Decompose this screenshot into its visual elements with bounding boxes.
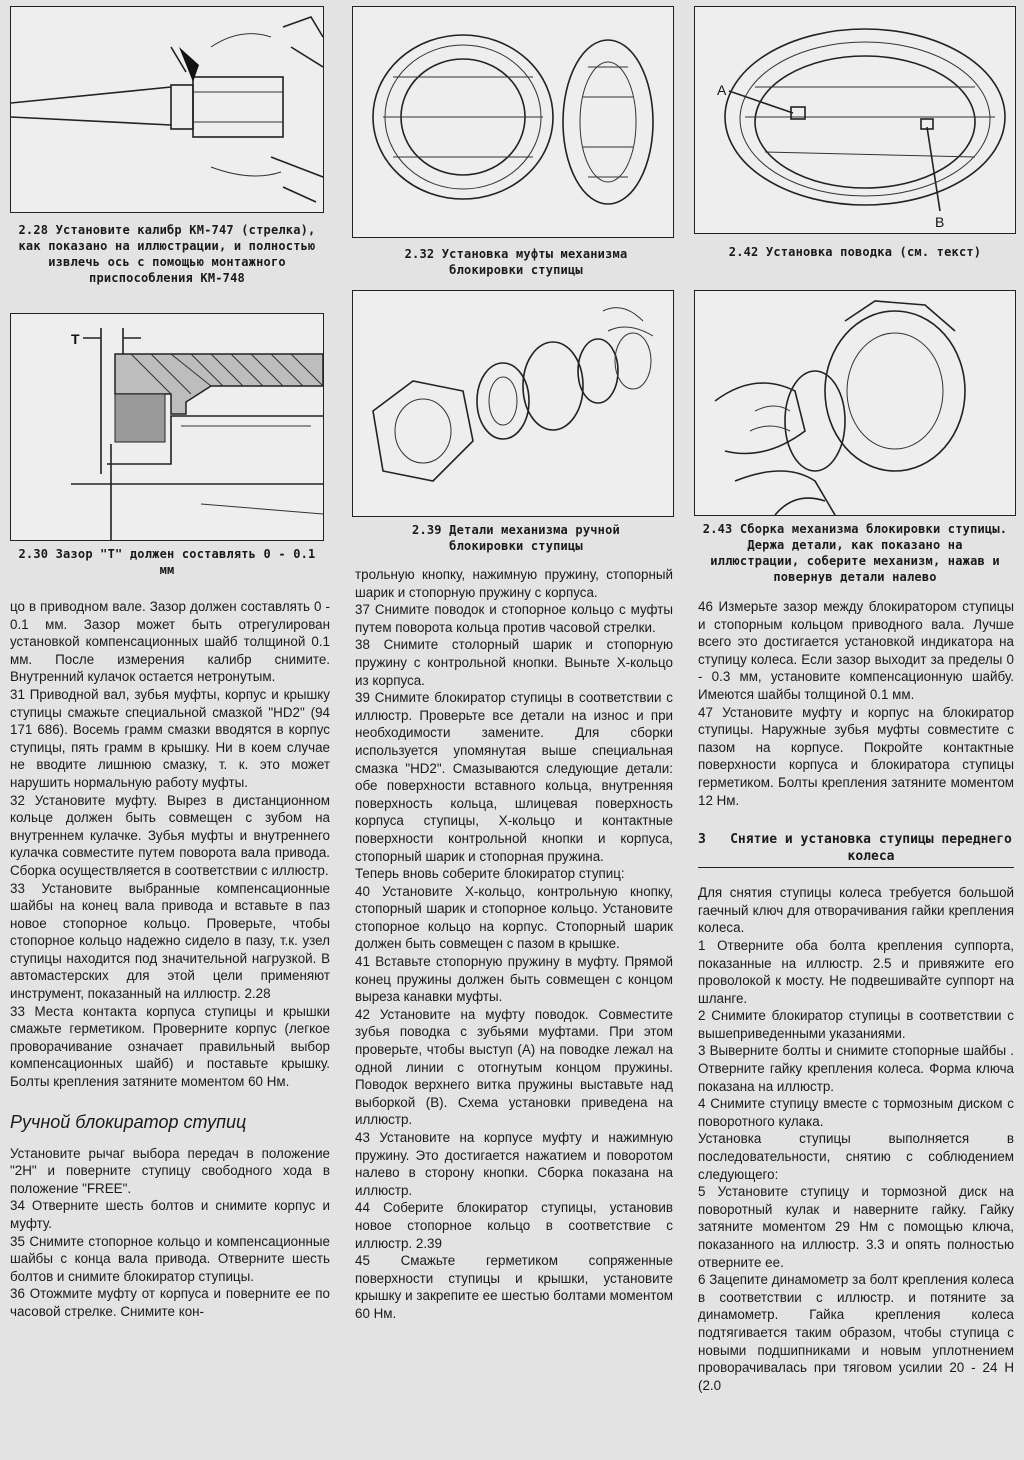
paragraph: Установка ступицы выполняется в последовательности, снятию с соблюдением следующего: xyxy=(698,1131,1014,1182)
figure-2-42-caption xyxy=(700,244,1010,260)
paragraph: трольную кнопку, нажимную пружину, стопорный шарик и стопорную пружину с корпуса. xyxy=(355,567,673,600)
figure-2-43-caption xyxy=(700,521,1010,585)
section-header xyxy=(698,831,1014,868)
figure-2-39 xyxy=(352,290,674,517)
figure-2-42-drawing xyxy=(695,7,1015,233)
text-column-1 xyxy=(10,598,330,1321)
figure-2-28 xyxy=(10,6,324,213)
caption-text: Детали механизма ручной блокировки ступицы xyxy=(449,523,620,553)
paragraph: 35 Снимите стопорное кольцо и компенсационные шайбы с конца вала привода. Отверните шесть болтов и снимите блокиратор ступицы. xyxy=(10,1233,330,1284)
section-heading: Ручной блокиратор ступиц xyxy=(10,1111,247,1132)
figure-2-32 xyxy=(352,6,674,238)
paragraph: 5 Установите ступицу и тормозной диск на поворотный кулак и наверните гайку. Гайку затяните моментом 29 Нм с помощью ключа, показанного на иллюстр. 3.3 и опять полностью отверните ее. xyxy=(698,1184,1014,1270)
paragraph: 44 Соберите блокиратор ступицы, установив новое стопорное кольцо в соответствие с иллюстр. 2.39 xyxy=(355,1200,673,1251)
paragraph: 33 Установите выбранные компенсационные шайбы на конец вала привода и вставьте в паз новое стопорное кольцо. Проверьте, чтобы стопорное кольцо надежно сидело в пазу, т.к. узел ступицы находится под значительной нагрузкой. В автомастерских для этой цели применяют инструмент, показанный на иллюстр. 2.28 xyxy=(10,880,330,1002)
caption-text: Зазор "Т" должен составлять 0 - 0.1 мм xyxy=(55,547,316,577)
label-a: A xyxy=(717,82,727,98)
figure-number: 2.28 xyxy=(18,223,49,237)
section-number: 3 xyxy=(698,832,706,848)
paragraph: Теперь вновь соберите блокиратор ступиц: xyxy=(355,866,625,882)
paragraph: 38 Снимите столорный шарик и стопорную пружину с контрольной кнопки. Выньте Х-кольцо из корпуса. xyxy=(355,637,673,688)
paragraph: 2 Снимите блокиратор ступицы в соответствии с вышеприведенными указаниями. xyxy=(698,1008,1014,1041)
paragraph: 34 Отверните шесть болтов и снимите корпус и муфту. xyxy=(10,1198,330,1231)
figure-2-32-drawing xyxy=(353,7,673,237)
paragraph: 1 Отверните оба болта крепления суппорта, показанные на иллюстр. 2.5 и привяжите его проволокой к мосту. Не подвешивайте суппорт на шланге. xyxy=(698,937,1014,1006)
paragraph: 41 Вставьте стопорную пружину в муфту. Прямой конец пружины должен быть совмещен с концом выреза канавки муфты. xyxy=(355,954,673,1005)
paragraph: 43 Установите на корпусе муфту и нажимную пружину. Это достигается нажатием и поворотом налево в сторону кнопки. Сборка показана на иллюстр. xyxy=(355,1130,673,1198)
figure-2-30 xyxy=(10,313,324,541)
caption-text: Установка поводка (см. текст) xyxy=(765,245,982,259)
text-column-2 xyxy=(355,566,673,1323)
paragraph: 47 Установите муфту и корпус на блокиратор ступицы. Наружные зубья муфты совместите с пазом на корпусе. Покройте контактные поверхности корпуса и блокиратора ступицы герметиком. Болты крепления затяните моментом 12 Нм. xyxy=(698,704,1014,808)
label-b: B xyxy=(935,214,945,230)
paragraph: 33 Места контакта корпуса ступицы и крышки смажьте герметиком. Проверните корпус (легкое проворачивание означает правильный выбор компенсационных шайб) и поставьте крышку. Болты крепления затяните моментом 60 Нм. xyxy=(10,1003,330,1090)
paragraph: 3 Выверните болты и снимите стопорные шайбы . Отверните гайку крепления колеса. Форма ключа показана на иллюстр. xyxy=(698,1043,1014,1094)
paragraph: 46 Измерьте зазор между блокиратором ступицы и стопорным кольцом приводного вала. Лучше всего это достигается установкой индикатора на ступицу колеса. Если зазор выходит за пределы 0 - 0.3 мм, установите компенсационную шайбу. Имеются шайбы толщиной 0.1 мм. xyxy=(698,599,1014,702)
figure-2-28-drawing xyxy=(11,7,323,212)
paragraph: 32 Установите муфту. Вырез в дистанционном кольце должен быть совмещен с зубом на внутреннем кулачке. Зубья муфты и внутреннего кулачка совместите путем поворота вала привода. Сборка осуществляется в соответствии с иллюстр. xyxy=(10,792,330,878)
text-column-3 xyxy=(698,598,1014,1394)
caption-text: Установите калибр КМ-747 (стрелка), как показано на иллюстрации, и полностью извлечь ось с помощью монтажного приспособления КМ-748 xyxy=(18,223,316,285)
paragraph: 37 Снимите поводок и стопорное кольцо с муфты путем поворота кольца против часовой стрелки. xyxy=(355,602,673,635)
label-t: T xyxy=(71,331,80,347)
section-title: Снятие и установка ступицы переднего колеса xyxy=(730,832,1012,865)
caption-text: Сборка механизма блокировки ступицы. Держа детали, как показано на иллюстрации, соберите механизм, нажав и повернув детали налево xyxy=(710,522,1008,584)
paragraph: 31 Приводной вал, зубья муфты, корпус и крышку ступицы смажьте специальной смазкой "HD2" (94 171 686). Восемь грамм смазки вводятся в корпус ступицы, пять грамм в крышку. Ни в коем случае не вводите лишнюю смазку, т. к. это может нарушить нормальную работу муфты. xyxy=(10,686,330,790)
figure-2-30-drawing xyxy=(11,314,323,540)
caption-text: Установка муфты механизма блокировки ступицы xyxy=(441,247,628,277)
paragraph: цо в приводном вале. Зазор должен составлять 0 - 0.1 мм. Зазор может быть отрегулирован установкой компенсационных шайб толщиной 0.1 мм. После измерения калибр снимите. Внутренний кулачок остается нетронутым. xyxy=(10,599,330,685)
figure-number: 2.30 xyxy=(18,547,49,561)
figure-2-28-caption xyxy=(14,222,320,286)
figure-2-43 xyxy=(694,290,1016,516)
figure-2-32-caption xyxy=(372,246,660,278)
paragraph: Для снятия ступицы колеса требуется большой гаечный ключ для отворачивания гайки крепления колеса. xyxy=(698,885,1014,936)
figure-2-30-caption xyxy=(14,546,320,578)
figure-2-42 xyxy=(694,6,1016,234)
figure-number: 2.39 xyxy=(412,523,442,537)
paragraph: Установите рычаг выбора передач в положение "2H" и поверните ступицу свободного хода в положение "FREE". xyxy=(10,1145,330,1196)
paragraph: 4 Снимите ступицу вместе с тормозным диском с поворотного кулака. xyxy=(698,1096,1014,1129)
figure-number: 2.32 xyxy=(404,247,435,261)
figure-2-39-drawing xyxy=(353,291,673,516)
figure-number: 2.43 xyxy=(702,522,733,536)
paragraph: 42 Установите на муфту поводок. Совместите зубья поводка с зубьями муфтами. При этом проверьте, чтобы выступ (А) на поводке лежал на одной линии с отогнутым концом пружины. Поводок верхнего витка пружины выставьте над выборкой (В). Схема установки приведена на иллюстр. xyxy=(355,1006,673,1128)
figure-2-43-drawing xyxy=(695,291,1015,515)
paragraph: 40 Установите Х-кольцо, контрольную кнопку, стопорный шарик и стопорное кольцо. Установите стопорное кольцо на корпус. Стопорный шарик должен быть совмещен с пазом в крышке. xyxy=(355,883,673,952)
paragraph: 36 Отожмите муфту от корпуса и поверните ее по часовой стрелке. Снимите кон- xyxy=(10,1286,330,1319)
paragraph: 39 Снимите блокиратор ступицы в соответствии с иллюстр. Проверьте все детали на износ и при необходимости замените. Для сборки используется упомянутая выше специальная смазка "HD2". Смазываются следующие детали: обе поверхности вставного кольца, внутренняя поверхность кольца, шлицевая поверхность корпуса ступицы, Х-кольцо и контактные поверхности контрольной кнопки и корпуса, стопорный шарик и стопорная пружина. xyxy=(355,690,673,864)
paragraph: 45 Смажьте герметиком сопряженные поверхности ступицы и крышки, установите крышку и закрепите ее шестью болтами моментом 60 Нм. xyxy=(355,1253,673,1321)
paragraph: 6 Зацепите динамометр за болт крепления колеса в соответствии с иллюстр. и потяните за динамометр. Гайка крепления колеса подтягивается таким образом, чтобы ступица с новыми подшипниками и новым уплотнением проворачивалась при тяговом усилии 20 - 24 Н (2.0 xyxy=(698,1272,1014,1393)
figure-2-39-caption xyxy=(372,522,660,554)
figure-number: 2.42 xyxy=(728,245,759,259)
